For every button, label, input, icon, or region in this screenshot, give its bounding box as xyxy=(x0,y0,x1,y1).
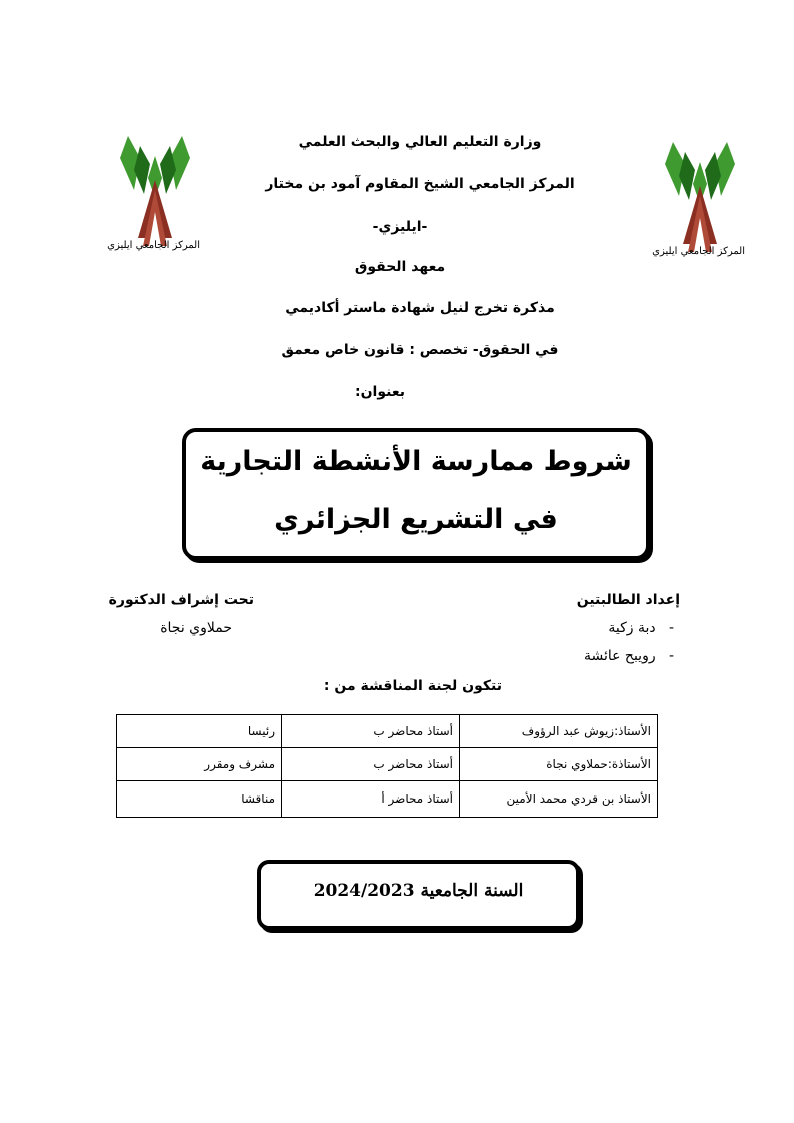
student-name: دبة زكية xyxy=(608,620,656,636)
ministry-name: وزارة التعليم العالي والبحث العلمي xyxy=(298,134,542,150)
jury-heading: تتكون لجنة المناقشة من : xyxy=(323,678,502,694)
bullet-dash: - xyxy=(655,648,674,664)
thesis-title-box xyxy=(182,428,650,560)
table-row xyxy=(117,781,658,818)
students-heading: إعداد الطالبتين xyxy=(576,592,680,608)
student-item xyxy=(584,648,674,664)
table-row xyxy=(117,715,658,748)
specialty: في الحقوق- تخصص : قانون خاص معمق xyxy=(281,342,559,358)
logo-emblem-icon xyxy=(107,128,200,278)
jury-member-rank: أستاذ محاضر ب xyxy=(282,748,460,781)
logo-emblem-icon xyxy=(652,134,745,284)
bullet-dash: - xyxy=(655,620,674,636)
jury-member-name: الأستاذ بن قردي محمد الأمين xyxy=(460,781,658,818)
jury-table xyxy=(116,714,658,818)
title-label: بعنوان: xyxy=(355,384,405,400)
thesis-title-line-2: في التشريع الجزائري xyxy=(274,504,558,535)
academic-year-box xyxy=(257,860,580,930)
jury-member-role: مشرف ومقرر xyxy=(117,748,282,781)
student-item xyxy=(608,620,674,636)
jury-member-role: مناقشا xyxy=(117,781,282,818)
supervisor-name: حملاوي نجاة xyxy=(160,620,232,636)
jury-member-role: رئيسا xyxy=(117,715,282,748)
university-logo-right xyxy=(652,134,745,284)
table-row xyxy=(117,748,658,781)
logo-caption: المركز الجامعي ايليزي xyxy=(652,246,745,257)
logo-caption: المركز الجامعي ايليزي xyxy=(107,240,200,251)
center-name: المركز الجامعي الشيخ المقاوم آمود بن مختار xyxy=(265,176,575,192)
jury-member-name: الأستاذ:زيوش عبد الرؤوف xyxy=(460,715,658,748)
memo-type: مذكرة تخرج لنيل شهادة ماستر أكاديمي xyxy=(285,300,555,316)
supervisor-heading: تحت إشراف الدكتورة xyxy=(108,592,254,608)
student-name: رويبح عائشة xyxy=(583,648,656,664)
city-name: -ايليزي- xyxy=(372,219,428,235)
institute-name: معهد الحقوق xyxy=(354,259,446,275)
jury-member-rank: أستاذ محاضر ب xyxy=(282,715,460,748)
jury-member-name: الأستاذة:حملاوي نجاة xyxy=(460,748,658,781)
thesis-title-line-1: شروط ممارسة الأنشطة التجارية xyxy=(200,446,632,477)
jury-member-rank: أستاذ محاضر أ xyxy=(282,781,460,818)
university-logo-left xyxy=(107,128,200,278)
academic-year: السنة الجامعية 2024/2023 xyxy=(313,881,524,901)
